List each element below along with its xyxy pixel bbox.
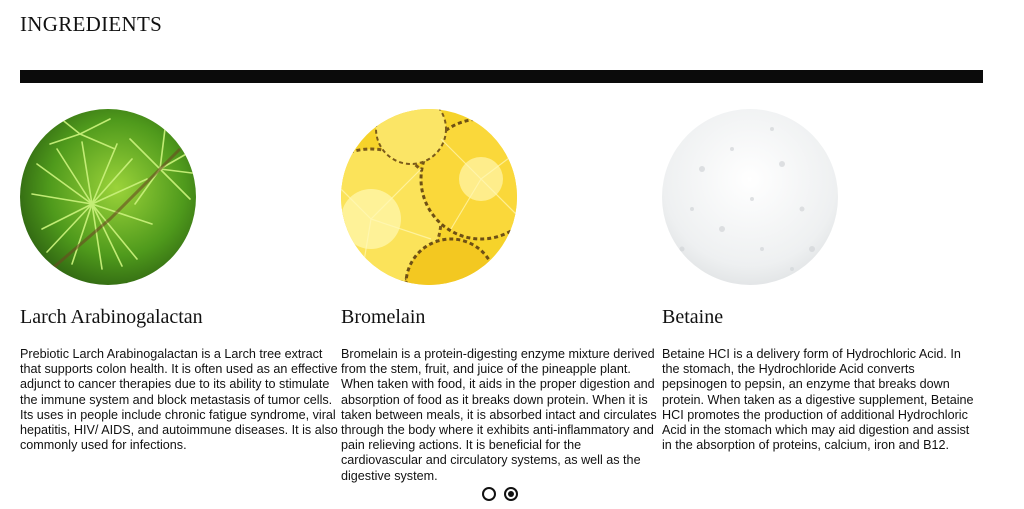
pager-dot-1[interactable] [482, 487, 496, 501]
ingredient-card-bromelain [341, 109, 659, 483]
larch-needles-image [20, 109, 196, 285]
pager-dot-2[interactable] [504, 487, 518, 501]
ingredient-card-larch [20, 109, 338, 453]
ingredient-description: Bromelain is a protein-digesting enzyme mixture derived from the stem, fruit, and juice of the pineapple plant. When taken with food, it aids in the proper digestion and absorption of food as it breaks down protein. When it is taken between meals, it is absorbed intact and circulates through the body where it exhibits anti-inflammatory and pain relieving actions. It is beneficial for the cardiovascular and circulatory systems, as well as the digestive system. [341, 347, 657, 483]
pineapple-slices-image [341, 109, 517, 285]
ingredient-title: Bromelain [341, 306, 426, 328]
white-powder-image [662, 109, 838, 285]
ingredient-title: Betaine [662, 306, 724, 328]
ingredient-description: Prebiotic Larch Arabinogalactan is a Larch tree extract that supports colon health. It is often used as an effective adjunct to cancer therapies due to its ability to stimulate the immune system and block metastasis of tumor cells. Its uses in people include chronic fatigue syndrome, viral hepatitis, HIV/ AIDS, and autoimmune diseases. It is also commonly used for infections. [20, 347, 338, 453]
carousel-pager [482, 487, 518, 501]
section-title: INGREDIENTS [20, 12, 163, 36]
section-divider-bar [20, 70, 983, 83]
ingredient-title: Larch Arabinogalactan [20, 306, 203, 328]
ingredient-card-betaine [662, 109, 980, 453]
ingredient-carousel [20, 109, 984, 489]
ingredient-description: Betaine HCI is a delivery form of Hydrochloric Acid. In the stomach, the Hydrochloride Acid converts pepsinogen to pepsin, an enzyme that breaks down protein. When taken as a digestive supplement, Betaine HCI promotes the production of additional Hydrochloric Acid in the stomach which may aid digestion and assist in the absorption of proteins, calcium, iron and B12. [662, 347, 974, 453]
